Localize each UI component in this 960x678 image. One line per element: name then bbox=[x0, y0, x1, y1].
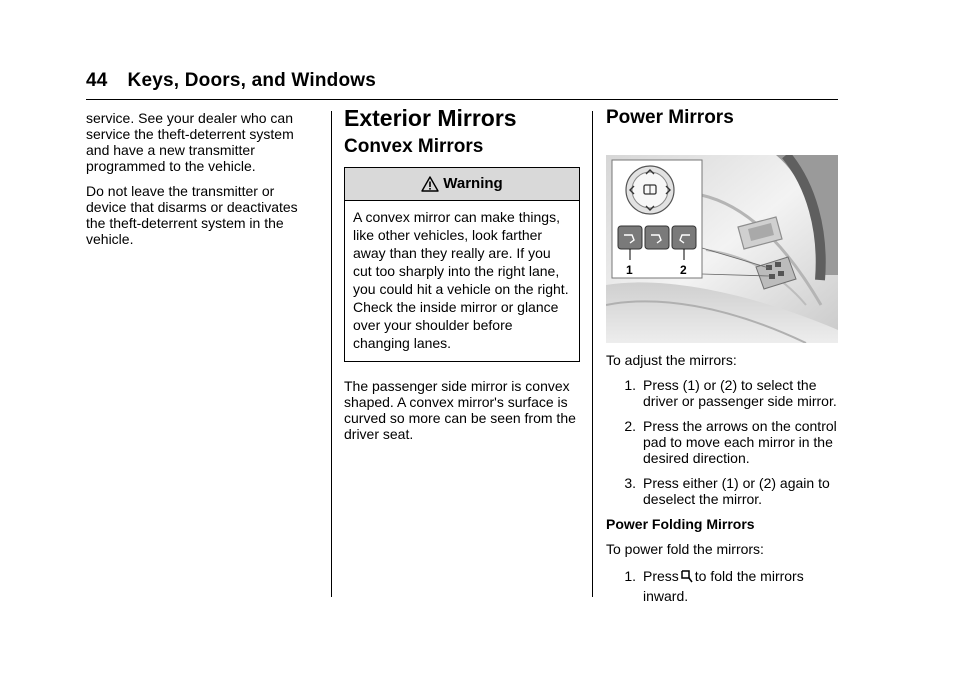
column-2 bbox=[344, 105, 580, 451]
subsection-heading: Convex Mirrors bbox=[344, 136, 484, 157]
step-text bbox=[643, 566, 838, 606]
paragraph: The passenger side mirror is convex shaped. A convex mirror's surface is curved so more can be seen from the driver seat. bbox=[344, 378, 576, 442]
step-number: 1. bbox=[624, 568, 636, 584]
column-divider-left bbox=[331, 111, 332, 597]
step-number: 1. bbox=[624, 377, 636, 393]
paragraph: To power fold the mirrors: bbox=[606, 541, 764, 557]
step-text: Press (1) or (2) to select the driver or passenger side mirror. bbox=[643, 377, 837, 409]
adjust-steps-list bbox=[606, 377, 838, 507]
step-text: Press either (1) or (2) again to deselect the mirror. bbox=[643, 475, 830, 507]
list-item bbox=[606, 377, 838, 409]
warning-box bbox=[344, 167, 580, 362]
list-item bbox=[606, 475, 838, 507]
step-text-before: Press bbox=[643, 568, 679, 584]
warning-triangle-icon bbox=[421, 176, 439, 192]
folding-steps-list bbox=[606, 566, 838, 606]
step-text-after: to fold the mirrors inward. bbox=[643, 568, 804, 604]
power-mirror-control-figure bbox=[606, 155, 838, 343]
callout-2: 2 bbox=[680, 263, 687, 277]
list-item bbox=[606, 566, 838, 606]
paragraph: To adjust the mirrors: bbox=[606, 352, 737, 368]
section-heading: Power Mirrors bbox=[606, 107, 734, 128]
list-item bbox=[606, 418, 838, 466]
warning-header bbox=[345, 168, 579, 201]
column-1 bbox=[86, 110, 314, 256]
section-title: Keys, Doors, and Windows bbox=[127, 70, 377, 91]
section-heading: Exterior Mirrors bbox=[344, 105, 517, 131]
step-text: Press the arrows on the control pad to move each mirror in the desired direction. bbox=[643, 418, 837, 466]
subheading: Power Folding Mirrors bbox=[606, 516, 755, 532]
page-header bbox=[86, 70, 838, 92]
page-number: 44 bbox=[86, 70, 108, 91]
paragraph: service. See your dealer who can service the theft-deterrent system and have a new transmitter programmed to the vehicle. bbox=[86, 110, 294, 174]
warning-text: A convex mirror can make things, like other vehicles, look farther away than they really are. If you cut too sharply into the right lane, you could hit a vehicle on the right. Check the inside mirror or glance over your shoulder before changing lanes. bbox=[353, 209, 569, 351]
step-number: 3. bbox=[624, 475, 636, 491]
paragraph: Do not leave the transmitter or device that disarms or deactivates the theft-deterrent system in the vehicle. bbox=[86, 183, 298, 247]
header-rule bbox=[86, 99, 838, 100]
door-panel-illustration bbox=[606, 155, 838, 343]
callout-1: 1 bbox=[626, 263, 633, 277]
column-3 bbox=[606, 107, 838, 615]
fold-mirror-icon bbox=[681, 570, 693, 583]
warning-label: Warning bbox=[443, 175, 503, 192]
column-divider-right bbox=[592, 111, 593, 597]
step-number: 2. bbox=[624, 418, 636, 434]
